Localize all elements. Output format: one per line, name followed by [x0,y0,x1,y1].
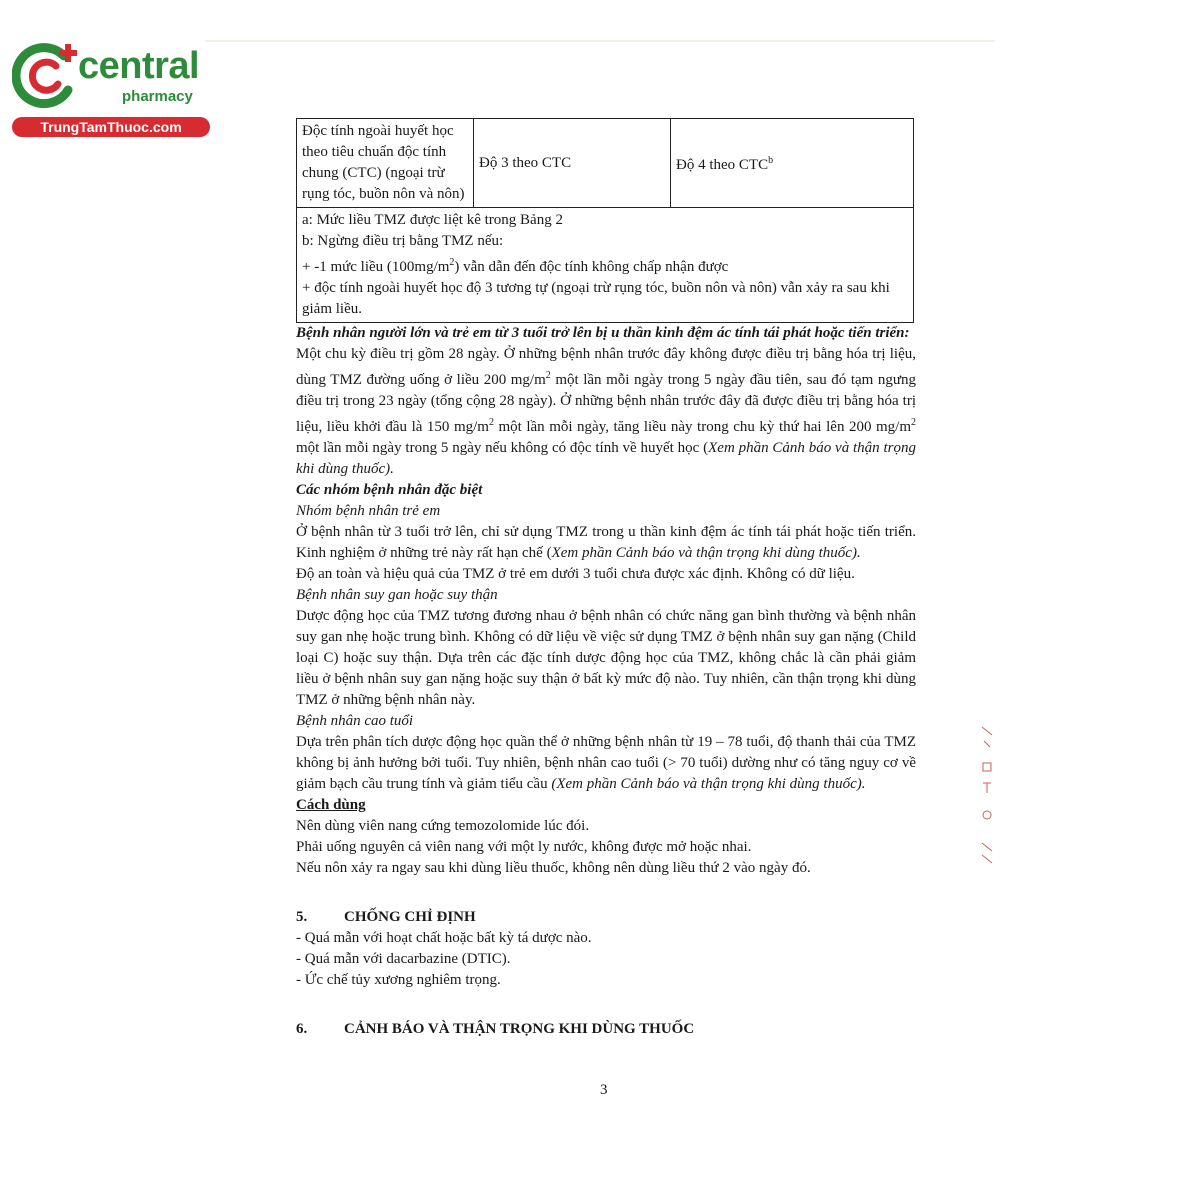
contraindication-item: - Quá mẫn với dacarbazine (DTIC). [296,951,511,967]
note-b: b: Ngừng điều trị bằng TMZ nếu: [302,233,504,249]
usage-heading: Cách dùng [296,797,366,813]
red-stamp-mark [978,725,996,865]
contraindication-item: - Ức chế tủy xương nghiêm trọng. [296,972,501,988]
section-6-heading: 6. CẢNH BÁO VÀ THẬN TRỌNG KHI DÙNG THUỐC [296,1021,695,1037]
contraindication-item: - Quá mẫn với hoạt chất hoặc bất kỳ tá dược nào. [296,930,592,946]
table-cell: Độc tính ngoài huyết học theo tiêu chuẩn độc tính chung (CTC) (ngoại trừ rụng tóc, buồn nôn và nôn) [297,119,474,208]
scan-edge [205,40,995,42]
toxicity-table [296,118,914,323]
liver-subheading: Bệnh nhân suy gan hoặc suy thận [296,587,498,603]
table-cell: Độ 3 theo CTC [474,119,671,208]
document-body [296,118,916,1040]
child-paragraph-2: Độ an toàn và hiệu quả của TMZ ở trẻ em dưới 3 tuổi chưa được xác định. Không có dữ liệu. [296,566,855,582]
page-number: 3 [600,1082,608,1098]
table-notes [297,208,914,323]
note-b1: + -1 mức liều $(100mg/m^2)$ vẫn dẫn đến độc tính không chấp nhận được [302,257,729,275]
liver-paragraph: Dược động học của TMZ tương đương nhau ở bệnh nhân có chức năng gan bình thường và bệnh nhân suy gan nhẹ hoặc trung bình. Không có dữ liệu về việc sử dụng TMZ ở bệnh nhân suy gan nặng (Child loại C) hoặc suy thận. Dựa trên các đặc tính dược động học của TMZ, không chắc là cần phải giảm liều ở bệnh nhân suy gan nặng hoặc suy thận ở bất kỳ mức độ nào. Tuy nhiên, cần thận trọng khi dùng TMZ ở những bệnh nhân này. [296,608,916,708]
usage-line-1: Nên dùng viên nang cứng temozolomide lúc đói. [296,818,590,834]
logo-banner[interactable]: TrungTamThuoc.com [12,117,210,137]
usage-line-3: Nếu nôn xảy ra ngay sau khi dùng liều thuốc, không nên dùng liều thứ 2 vào ngày đó. [296,860,811,876]
note-b2: + độc tính ngoài huyết học độ 3 tương tự (ngoại trừ rụng tóc, buồn nôn và nôn) vẫn xảy ra sau khi giảm liều. [302,280,890,317]
table-cell: Độ 4 theo CTC$^b$ [671,119,914,208]
section-5-heading: 5. CHỐNG CHỈ ĐỊNH [296,909,476,925]
adult-heading: Bệnh nhân người lớn và trẻ em từ 3 tuổi trở lên bị u thần kinh đệm ác tính tái phát hoặc tiến triển: [296,325,910,341]
table-row [297,119,914,208]
usage-line-2: Phải uống nguyên cả viên nang với một ly nước, không được mở hoặc nhai. [296,839,752,855]
note-a: a: Mức liều TMZ được liệt kê trong Bảng 2 [302,212,563,228]
table-notes-row [297,208,914,323]
pharmacy-cross-icon [12,38,82,110]
logo-name: central [78,45,200,87]
child-subheading: Nhóm bệnh nhân trẻ em [296,503,441,519]
elderly-subheading: Bệnh nhân cao tuổi [296,713,414,729]
special-groups-heading: Các nhóm bệnh nhân đặc biệt [296,482,483,498]
adult-paragraph: Một chu kỳ điều trị gồm 28 ngày. Ở những bệnh nhân trước đây không được điều trị bằng hóa trị liệu, dùng TMZ đường uống ở liều 200 $mg/m^2$ một lần mỗi ngày trong 5 ngày đầu tiên, sau đó tạm ngưng điều trị trong 23 ngày (tổng cộng 28 ngày). Ở những bệnh nhân trước đây đã được điều trị bằng hóa trị liệu, liều khởi đầu là 150 $mg/m^2$ một lần mỗi ngày, tăng liều này trong chu kỳ thứ hai lên 200 $mg/m^2$ một lần mỗi ngày trong 5 ngày nếu không có độc tính về huyết học (Xem phần Cảnh báo và thận trọng khi dùng thuốc). [296,346,916,477]
logo-subtitle: pharmacy [122,88,193,105]
elderly-paragraph: Dựa trên phân tích dược động học quần thể ở những bệnh nhân từ 19 – 78 tuổi, độ thanh thải của TMZ không bị ảnh hưởng bởi tuổi. Tuy nhiên, bệnh nhân cao tuổi (> 70 tuổi) dường như có tăng nguy cơ về giảm bạch cầu trung tính và giảm tiểu cầu (Xem phần Cảnh báo và thận trọng khi dùng thuốc). [296,734,916,792]
child-paragraph: Ở bệnh nhân từ 3 tuổi trở lên, chỉ sử dụng TMZ trong u thần kinh đệm ác tính tái phát hoặc tiến triển. Kinh nghiệm ở những trẻ này rất hạn chế (Xem phần Cảnh báo và thận trọng khi dùng thuốc). [296,524,916,561]
